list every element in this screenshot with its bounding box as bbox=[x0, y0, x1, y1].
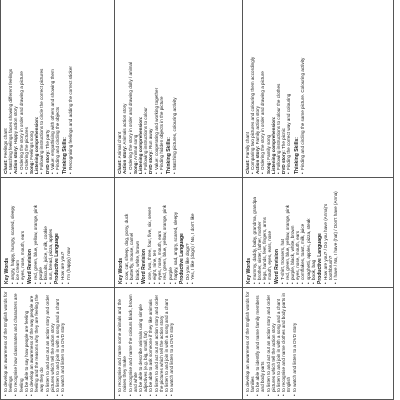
objectives-item: • to listen to and act out an action story and order the pictures which tell the action story bbox=[154, 291, 164, 396]
action-story-value: Family action story bbox=[255, 106, 261, 145]
dvd-story-detail-list bbox=[286, 3, 291, 174]
thinking-skills-heading: Thinking Skills: bbox=[62, 137, 69, 174]
activities-cell bbox=[115, 0, 243, 178]
song-label: Song: bbox=[29, 160, 35, 174]
objectives-cell bbox=[115, 288, 243, 400]
word-revision-item: • book, bag bbox=[311, 181, 316, 284]
chant-detail-list bbox=[250, 3, 255, 174]
word-revision-item: • red, green, blue, yellow, orange, pink bbox=[162, 181, 167, 284]
objectives-list bbox=[3, 291, 65, 396]
objectives-cell bbox=[242, 288, 393, 400]
unit-row bbox=[242, 0, 393, 400]
activities-cell bbox=[242, 0, 393, 178]
objectives-item: • to watch and listen to a DVD story bbox=[60, 291, 65, 396]
chant-value: Animal chant bbox=[117, 131, 123, 159]
objectives-item: • to watch and listen to a DVD story bbox=[169, 291, 174, 396]
thinking-skills-heading: Thinking Skills: bbox=[293, 137, 300, 174]
dvd-story-detail-item: • Finding the correct way and colouring bbox=[286, 3, 291, 174]
objectives-item: • to recognise and name clothes and body parts in English bbox=[281, 291, 291, 396]
word-revision-heading: Word Revision bbox=[26, 249, 33, 284]
objectives-item: • to be able to identify and name family members and body parts bbox=[255, 291, 265, 396]
action-story-value: Happy action story bbox=[13, 106, 19, 145]
objectives-cell bbox=[1, 288, 115, 400]
listening-list bbox=[39, 3, 44, 174]
word-revision-heading: Word Revision bbox=[140, 249, 147, 284]
action-story-detail-item: • Ordering the story in order and drawing a picture bbox=[260, 3, 265, 174]
word-revision-item: • red, green, blue, yellow, orange, pink bbox=[285, 181, 290, 284]
thinking-skills-item: • Matching pictures, colouring activity bbox=[172, 3, 177, 174]
word-revision-list bbox=[147, 181, 178, 284]
objectives-item: • to listen to and join in with a song and a chant bbox=[55, 291, 60, 396]
word-revision-item: • red, green, blue, yellow, orange, pink bbox=[33, 181, 38, 284]
dvd-story-detail-item: • Finding hidden objects in the picture bbox=[159, 3, 164, 174]
key-words-heading: Key Words bbox=[245, 257, 252, 284]
objectives-item: • to listen to and join in with a song and a chant bbox=[276, 291, 281, 396]
objectives-item: • to listen to and act out an action story and order pictures which tell the action story bbox=[266, 291, 276, 396]
song-value: Family song bbox=[265, 134, 271, 160]
unit-row bbox=[1, 0, 115, 400]
song-value: Feelings song bbox=[29, 131, 35, 160]
listening-item: • Following instructions to circle the correct pictures bbox=[39, 3, 44, 174]
dvd-story-value: The picnic bbox=[281, 128, 287, 150]
word-revision-item: • happy, sad, angry, scared, sleepy bbox=[173, 181, 178, 284]
action-story-detail-item: • Ordering the pictures bbox=[24, 3, 29, 174]
objectives-item: • to be able to describe animals using simple adjectives (e.g. big, small, fat) bbox=[138, 291, 148, 396]
objectives-item: • to recognise and name the colours black, brown and white bbox=[128, 291, 138, 396]
word-revision-item: • eyes, nose, mouth, ears bbox=[295, 181, 300, 284]
dvd-story-label: DVD story: bbox=[281, 150, 287, 174]
language-cell bbox=[115, 178, 243, 288]
unit-row bbox=[115, 0, 243, 400]
objectives-item: • to be able to ask someone if they like animals bbox=[148, 291, 153, 396]
productive-language-item: • I'm (happy) now bbox=[66, 181, 71, 284]
productive-language-heading: Productive Language bbox=[179, 233, 186, 284]
objectives-list bbox=[245, 291, 297, 396]
listening-item: • Following instructions to colour bbox=[143, 3, 148, 174]
key-words-list bbox=[124, 181, 140, 284]
key-words-item: • ice cream bbox=[15, 181, 20, 284]
song-label: Song: bbox=[132, 160, 138, 174]
word-revision-list bbox=[33, 181, 54, 284]
dvd-story-detail-list bbox=[50, 3, 60, 174]
productive-language-item: • How are you? / Do you have (Anna)'s toothbrush? bbox=[323, 181, 333, 284]
listening-list bbox=[143, 3, 148, 174]
listening-heading: Listening comprehension: bbox=[138, 116, 144, 174]
objectives-item: • to develop an awareness of the English words for feelings bbox=[3, 291, 13, 396]
chant-value: Feelings chant bbox=[3, 128, 8, 159]
productive-language-list bbox=[60, 181, 70, 284]
action-story-detail-list bbox=[128, 3, 133, 174]
key-words-heading: Key Words bbox=[118, 257, 125, 284]
chant-label: Chant: bbox=[117, 159, 123, 174]
dvd-story-value: The party bbox=[44, 129, 50, 150]
word-revision-list bbox=[280, 181, 316, 284]
objectives-item: • to listen to and join in with a song and a chant bbox=[164, 291, 169, 396]
thinking-skills-list bbox=[68, 3, 73, 174]
word-revision-item: • spaghetti, apples, pizza, steak bbox=[306, 181, 311, 284]
action-story-detail-item: • Ordering the story in order and drawing dolly / animal bbox=[128, 3, 133, 174]
word-revision-item: • sun, bread, pizza, apples bbox=[48, 181, 53, 284]
syllabus-rows bbox=[1, 0, 394, 400]
word-revision-item: • T-shirt, trousers, hat bbox=[280, 181, 285, 284]
action-story-label: Action story: bbox=[255, 145, 261, 174]
objectives-item: • to recognise and name some animals and the noises they make bbox=[117, 291, 127, 396]
dvd-story-detail-item: • Finding and circling the objects bbox=[55, 3, 60, 174]
action-story-detail-list bbox=[19, 3, 29, 174]
key-words-item: • legs, hands, feet, fingers, arms bbox=[262, 181, 267, 284]
key-words-item: • eyes, nose, mouth, ears bbox=[20, 181, 25, 284]
objectives-item: • to recognise how classmates and characters are feeling bbox=[13, 291, 23, 396]
action-story-label: Action story: bbox=[13, 145, 19, 174]
activities-cell bbox=[1, 0, 115, 178]
key-words-list bbox=[252, 181, 273, 284]
word-revision-item: • biscuits, juice, milk, cookie bbox=[43, 181, 48, 284]
word-revision-item: • purple bbox=[38, 181, 43, 284]
productive-language-item: • Yes, I like (dogs) / No, I don't like bbox=[190, 181, 195, 284]
language-cell bbox=[1, 178, 115, 288]
key-words-item: • butterfly, mouse, camel bbox=[129, 181, 134, 284]
key-words-heading: Key Words bbox=[4, 257, 10, 284]
productive-language-list bbox=[185, 181, 195, 284]
action-story-label: Action story: bbox=[122, 145, 128, 174]
productive-language-item: • How are you? bbox=[60, 181, 65, 284]
objectives-item: • to develop an awareness of the English words for families bbox=[245, 291, 255, 396]
objectives-item: • to be able to say how people are feeling bbox=[24, 291, 29, 396]
chant-label: Chant: bbox=[244, 159, 250, 174]
listening-heading: Listening comprehension: bbox=[270, 116, 276, 174]
word-revision-item: • eyes, nose, mouth, ears bbox=[157, 181, 162, 284]
word-revision-heading: Word Revision bbox=[273, 249, 280, 284]
dvd-story-detail-list bbox=[154, 3, 164, 174]
productive-language-item: • I have / No, I have (hat) / Don't have (Anna) bbox=[333, 181, 338, 284]
thinking-skills-heading: Thinking Skills: bbox=[166, 137, 173, 174]
thinking-skills-list bbox=[300, 3, 305, 174]
objectives-item: • to develop an awareness of the way people are feeling and the reasons why they are feeling the way they do bbox=[29, 291, 45, 396]
productive-language-heading: Productive Language bbox=[54, 233, 61, 284]
dvd-story-value: Run away bbox=[148, 128, 154, 149]
productive-language-list bbox=[323, 181, 339, 284]
action-story-detail-item: • Ordering the story in order and drawing a picture bbox=[19, 3, 24, 174]
dvd-story-label: DVD story: bbox=[148, 150, 154, 174]
key-words-item: • angry, happy, hungry, scared, sleepy bbox=[10, 181, 15, 284]
word-revision-item: • eight, nine, ten bbox=[152, 181, 157, 284]
chant-label: Chant: bbox=[3, 159, 8, 174]
thinking-skills-list bbox=[172, 3, 177, 174]
word-revision-item: • purple, black, white, brown bbox=[290, 181, 295, 284]
language-cell bbox=[242, 178, 393, 288]
listening-list bbox=[276, 3, 281, 174]
productive-language-heading: Productive Language bbox=[317, 233, 324, 284]
word-revision-item: • purple bbox=[168, 181, 173, 284]
chant-detail-item: • Matching feelings faces showing different feelings bbox=[8, 3, 13, 174]
song-label: Song: bbox=[265, 160, 271, 174]
thinking-skills-item: • Recognising feelings and adding the correct sticker bbox=[68, 3, 73, 174]
key-words-list bbox=[10, 181, 26, 284]
listening-item: • Following instructions to colour the clothes bbox=[276, 3, 281, 174]
song-value: Animal song bbox=[132, 134, 138, 160]
dvd-story-detail-item: • Value: empathising with others and showing them bbox=[50, 3, 55, 174]
key-words-item: • mummy, daddy, baby, grandma, grandpa bbox=[252, 181, 257, 284]
productive-language-item: • Do you like dogs? bbox=[185, 181, 190, 284]
key-words-item: • mouth, eyes, ears, nose bbox=[267, 181, 272, 284]
key-words-item: • black, white, brown bbox=[135, 181, 140, 284]
word-revision-item: • cornflakes, toast, milk, juice bbox=[300, 181, 305, 284]
objectives-list bbox=[117, 291, 174, 396]
action-story-detail-list bbox=[260, 3, 265, 174]
key-words-item: • cow, cat, sheep, dog, pony, duck bbox=[124, 181, 129, 284]
chant-value: Family chant bbox=[244, 132, 250, 159]
chant-detail-item: • Comparing two pictures and colouring them accordingly bbox=[250, 3, 255, 174]
key-words-item: • brother, sister, father, mother bbox=[257, 181, 262, 284]
objectives-item: • to listen to and act out an action story and order pictures which tell the action story bbox=[45, 291, 55, 396]
listening-heading: Listening comprehension: bbox=[34, 116, 40, 174]
thinking-skills-item: • Finding and circling the same picture. Colouring activity bbox=[300, 3, 305, 174]
objectives-item: • to watch and listen to a DVD story bbox=[292, 291, 297, 396]
action-story-value: Animals action story bbox=[122, 103, 128, 145]
dvd-story-detail-item: • Value: cooperating and working together bbox=[154, 3, 159, 174]
word-revision-item: • one, two, three, four, five, six, seven bbox=[147, 181, 152, 284]
dvd-story-label: DVD story: bbox=[44, 150, 50, 174]
chant-detail-list bbox=[8, 3, 13, 174]
